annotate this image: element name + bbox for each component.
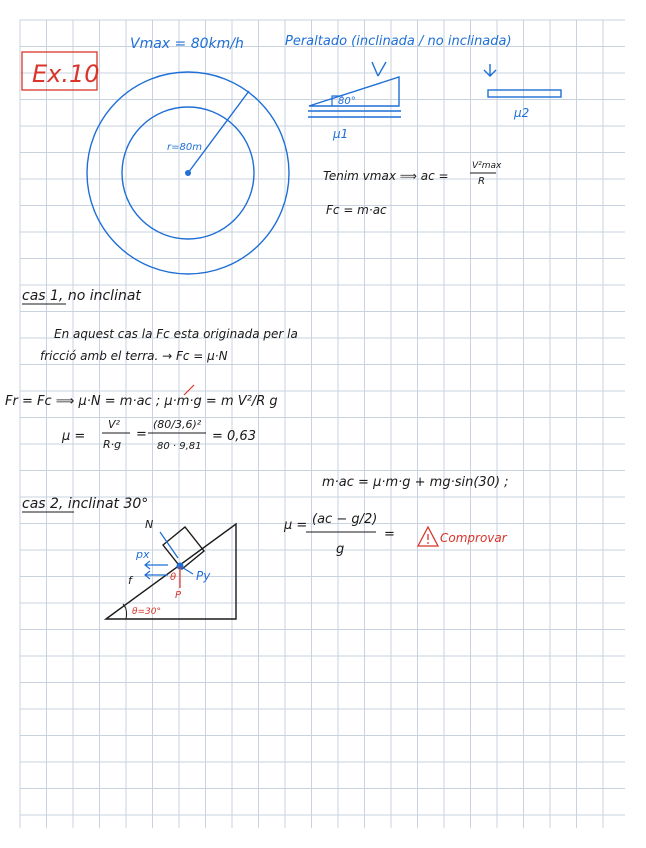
case1-eq2-prefix: μ = (62, 429, 86, 444)
force-px-label: px (136, 548, 150, 561)
notes-line2: Fc = m·ac (326, 203, 387, 217)
case1-frac2-den: 80 · 9,81 (157, 441, 202, 452)
force-N-label: N (145, 518, 154, 531)
case1-eq1: Fr = Fc ⟹ μ·N = m·ac ; μ·m·g = m V²/R g (5, 394, 278, 409)
warning-icon (418, 527, 438, 546)
peraltado-label: Peraltado (inclinada / no inclinada) (285, 34, 512, 49)
case1-heading: cas 1, no inclinat (22, 288, 141, 304)
notes-line1: Tenim vmax ⟹ ac = (323, 169, 449, 183)
vmax-label: Vmax = 80km/h (130, 36, 244, 52)
flat-mu-label: μ2 (514, 106, 530, 120)
right-notes (323, 161, 502, 217)
case1-text2: fricció amb el terra. → Fc = μ·N (40, 349, 228, 363)
ramp-angle-label: 80° (338, 96, 356, 107)
flat-ramp-diagram (484, 64, 561, 120)
check-note: Comprovar (440, 531, 507, 545)
exercise-label: Ex.10 (32, 60, 100, 88)
notes-fraction-num: V²max (472, 161, 502, 171)
base-angle-label: θ=30° (132, 607, 161, 617)
case1-text1: En aquest cas la Fc esta originada per la (54, 327, 298, 341)
case1-frac1-num: V² (108, 418, 120, 431)
case1-frac2-num: (80/3,6)² (153, 418, 202, 431)
force-f-label: f (128, 574, 132, 587)
force-p-label: P (175, 590, 182, 601)
case2-eq2-den: g (336, 542, 345, 557)
case2-heading: cas 2, inclinat 30° (22, 496, 149, 512)
case1-section (5, 288, 298, 452)
case2-eq2-prefix: μ = (284, 518, 308, 533)
case1-result: = 0,63 (212, 429, 256, 444)
radius-label: r=80m (167, 142, 202, 153)
exercise-label-box (22, 52, 100, 90)
notes-fraction-den: R (478, 176, 485, 187)
case2-eq2-num: (ac − g/2) (312, 512, 378, 527)
inclined-mu-label: μ1 (333, 127, 349, 141)
case2-eq1: m·ac = μ·m·g + mg·sin(30) ; (322, 475, 509, 490)
force-py-label: Py (196, 569, 211, 583)
svg-text:=: = (136, 427, 147, 442)
case1-frac1-den: R·g (103, 438, 122, 451)
inclined-ramp-diagram (308, 62, 401, 141)
svg-text:=: = (384, 527, 395, 542)
theta-small-label: θ (170, 572, 177, 583)
